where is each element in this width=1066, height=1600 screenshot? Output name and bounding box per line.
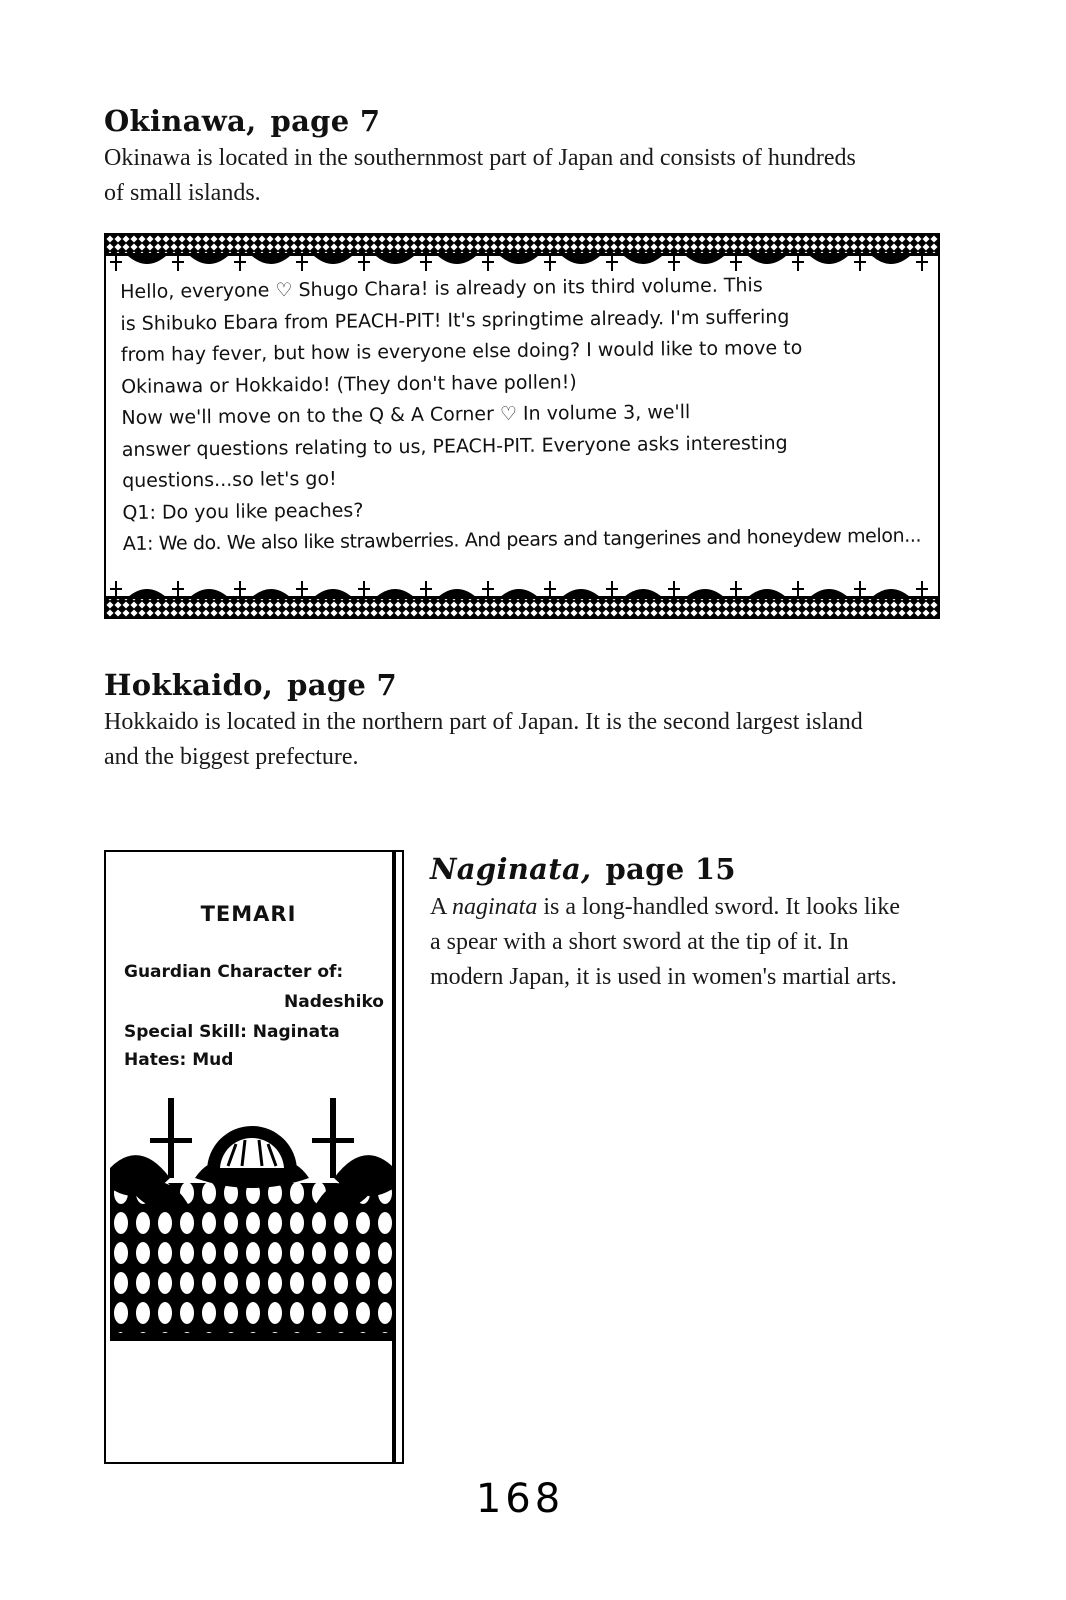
hates: Hates: Mud bbox=[124, 1050, 234, 1070]
hokkaido-page-ref: page 7 bbox=[287, 668, 398, 702]
naginata-line-1: A naginata is a long-handled sword. It looks like bbox=[430, 894, 900, 920]
naginata-term: Naginata, bbox=[430, 852, 592, 886]
guardian-value: Nadeshiko bbox=[284, 992, 384, 1012]
naginata-line-3: modern Japan, it is used in women's martial arts. bbox=[430, 964, 897, 990]
hokkaido-definition bbox=[104, 705, 1004, 775]
author-note-box bbox=[104, 233, 940, 619]
okinawa-line-1: Okinawa is located in the southernmost part of Japan and consists of hundreds bbox=[104, 145, 856, 171]
character-name: TEMARI bbox=[200, 902, 297, 926]
hokkaido-term: Hokkaido, bbox=[104, 668, 274, 702]
naginata-page-ref: page 15 bbox=[605, 852, 736, 886]
okinawa-definition bbox=[104, 141, 964, 211]
note-line: answer questions relating to us, PEACH-PIT. Everyone asks interesting bbox=[121, 431, 788, 461]
hokkaido-line-1: Hokkaido is located in the northern part of Japan. It is the second largest island bbox=[104, 709, 863, 735]
note-line: Hello, everyone ♡ Shugo Chara! is already on its third volume. This bbox=[120, 274, 763, 303]
okinawa-term: Okinawa, bbox=[104, 104, 257, 138]
page-number: 168 bbox=[475, 1476, 565, 1522]
guardian-label: Guardian Character of: bbox=[124, 962, 344, 982]
note-line: from hay fever, but how is everyone else doing? I would like to move to bbox=[120, 336, 803, 366]
character-profile-card bbox=[104, 850, 404, 1464]
naginata-heading bbox=[430, 852, 736, 886]
hokkaido-line-2: and the biggest prefecture. bbox=[104, 744, 359, 770]
naginata-line-2: a spear with a short sword at the tip of it. In bbox=[430, 929, 849, 955]
note-line: Q1: Do you like peaches? bbox=[122, 498, 364, 524]
okinawa-line-2: of small islands. bbox=[104, 180, 261, 206]
lace-border-bottom bbox=[106, 577, 938, 617]
note-line: questions...so let's go! bbox=[122, 467, 337, 492]
note-line: is Shibuko Ebara from PEACH-PIT! It's springtime already. I'm suffering bbox=[120, 305, 790, 335]
note-line: A1: We do. We also like strawberries. And pears and tangerines and honeydew melon... bbox=[122, 524, 922, 555]
naginata-definition bbox=[430, 890, 990, 995]
note-line: Okinawa or Hokkaido! (They don't have pollen!) bbox=[121, 370, 577, 398]
note-line: Now we'll move on to the Q & A Corner ♡ In volume 3, we'll bbox=[121, 401, 691, 429]
okinawa-heading bbox=[104, 104, 380, 138]
special-skill: Special Skill: Naginata bbox=[124, 1022, 340, 1042]
naginata-italic-term: naginata bbox=[452, 894, 538, 920]
okinawa-page-ref: page 7 bbox=[270, 104, 381, 138]
hokkaido-heading bbox=[104, 668, 397, 702]
lace-ornament-image bbox=[110, 1088, 394, 1350]
author-note-text bbox=[120, 269, 923, 561]
